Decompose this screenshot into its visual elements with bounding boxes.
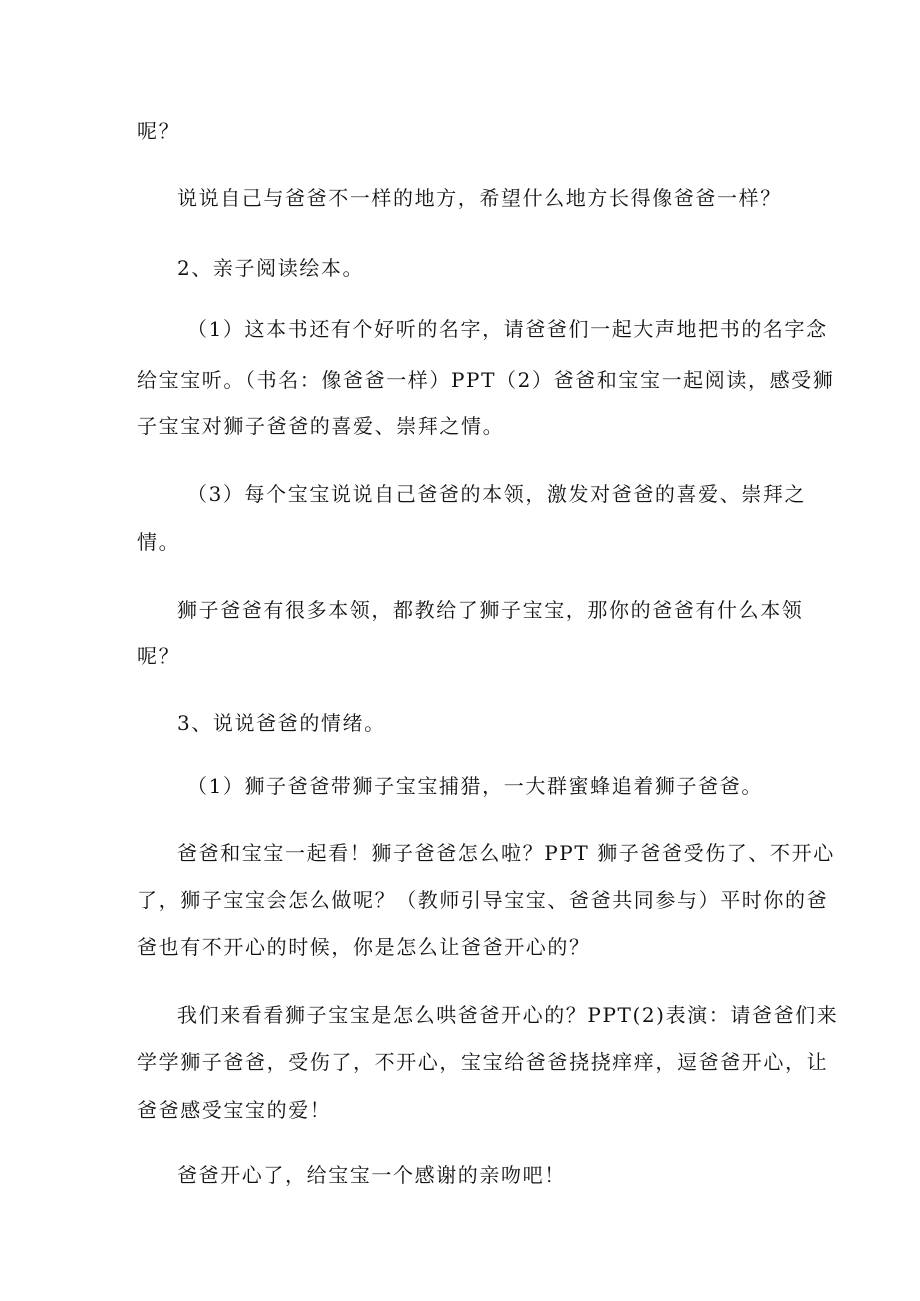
text-line-18: 爸爸感受宝宝的爱！ (137, 1098, 332, 1122)
text-line-15: 爸也有不开心的时候，你是怎么让爸爸开心的？ (137, 935, 591, 959)
text-line-6: 子宝宝对狮子爸爸的喜爱、崇拜之情。 (137, 414, 505, 438)
text-line-10: 呢？ (137, 644, 181, 668)
text-line-8: 情。 (137, 530, 181, 554)
text-line-5: 给宝宝听。（书名：像爸爸一样）PPT（2）爸爸和宝宝一起阅读，感受狮 (137, 368, 835, 392)
text-line-14: 了，狮子宝宝会怎么做呢？（教师引导宝宝、爸爸共同参与）平时你的爸 (137, 888, 829, 912)
text-line-4: （1）这本书还有个好听的名字，请爸爸们一起大声地把书的名字念 (187, 317, 828, 341)
text-line-19: 爸爸开心了，给宝宝一个感谢的亲吻吧！ (177, 1163, 566, 1187)
text-line-1: 呢？ (137, 119, 181, 143)
section-heading-2: 2、亲子阅读绘本。 (177, 256, 365, 280)
section-heading-3: 3、说说爸爸的情绪。 (177, 711, 386, 735)
text-line-16: 我们来看看狮子宝宝是怎么哄爸爸开心的？PPT(2)表演：请爸爸们来 (177, 1003, 839, 1027)
text-line-13: 爸爸和宝宝一起看！狮子爸爸怎么啦？PPT 狮子爸爸受伤了、不开心 (177, 841, 835, 865)
text-line-12: （1）狮子爸爸带狮子宝宝捕猎，一大群蜜蜂追着狮子爸爸。 (187, 774, 763, 798)
text-line-7: （3）每个宝宝说说自己爸爸的本领，激发对爸爸的喜爱、崇拜之 (187, 482, 807, 506)
text-line-2: 说说自己与爸爸不一样的地方，希望什么地方长得像爸爸一样？ (177, 186, 782, 210)
text-line-9: 狮子爸爸有很多本领，都教给了狮子宝宝，那你的爸爸有什么本领 (177, 598, 804, 622)
text-line-17: 学学狮子爸爸，受伤了，不开心，宝宝给爸爸挠挠痒痒，逗爸爸开心，让 (137, 1050, 829, 1074)
